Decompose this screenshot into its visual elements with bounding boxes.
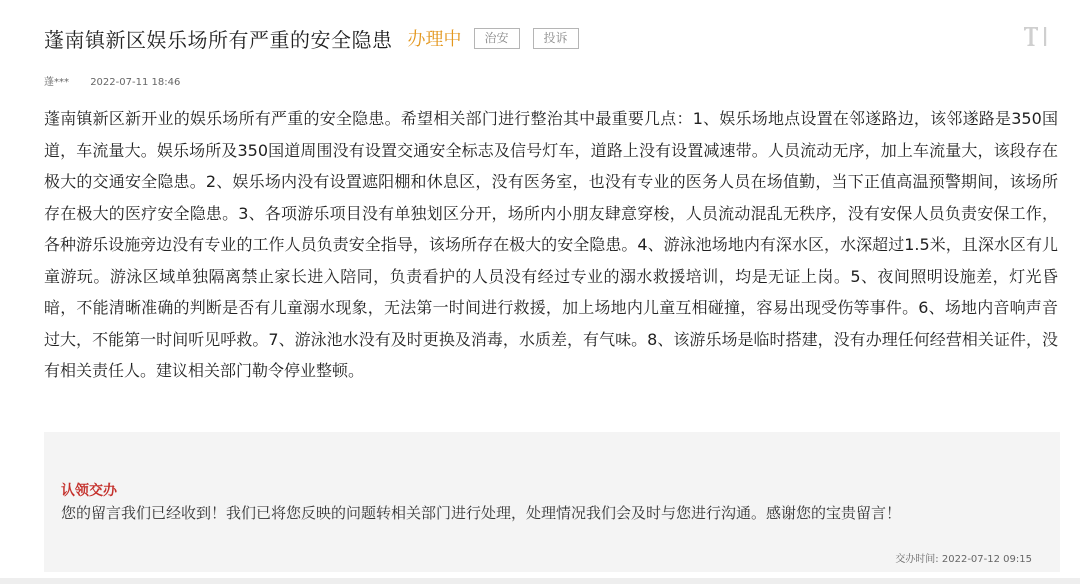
reply-text: 您的留言我们已经收到！我们已将您反映的问题转相关部门进行处理，处理情况我们会及时与您进行沟通。感谢您的宝贵留言！ — [61, 504, 902, 522]
author-name: 蓬*** — [44, 77, 69, 88]
post-date: 2022-07-11 18:46 — [90, 77, 181, 88]
font-size-icon[interactable] — [1022, 23, 1052, 49]
post-title: 蓬南镇新区娱乐场所有严重的安全隐患 — [44, 27, 393, 52]
page-bottom-edge — [0, 578, 1080, 584]
reply-label: 认领交办 — [61, 483, 117, 499]
status-badge: 办理中 — [407, 29, 462, 50]
post-header — [44, 22, 1052, 54]
reply-time-label: 交办时间: — [895, 554, 942, 565]
tag-category-complaint[interactable]: 投诉 — [533, 28, 579, 49]
tag-category-security[interactable]: 治安 — [474, 28, 520, 49]
post-meta — [44, 73, 180, 88]
reply-time-value: 2022-07-12 09:15 — [941, 554, 1032, 565]
reply-time — [895, 550, 1032, 565]
font-size-icon-glyph — [1022, 23, 1052, 49]
post-body: 蓬南镇新区新开业的娱乐场所有严重的安全隐患。希望相关部门进行整治其中最重要几点：1、娱乐场地点设置在邻遂路边，该邻遂路是350国道，车流量大。娱乐场所及350国道周围没有设置交通安全标志及信号灯车，道路上没有设置减速带。人员流动无序，加上车流量大，该段存在极大的交通安全隐患。2、娱乐场内没有设置遮阳棚和休息区，没有医务室，也没有专业的医务人员在场值勤，当下正值高温预警期间，该场所存在极大的医疗安全隐患。3、各项游乐项目没有单独划区分开，场所内小朋友肆意穿梭，人员流动混乱无秩序，没有安保人员负责安保工作，各种游乐设施旁边没有专业的工作人员负责安全指导，该场所存在极大的安全隐患。4、游泳池场地内有深水区，水深超过1.5米，且深水区有儿童游玩。游泳区域单独隔离禁止家长进入陪同，负责看护的人员没有经过专业的溺水救援培训，均是无证上岗。5、夜间照明设施差，灯光昏暗，不能清晰准确的判断是否有儿童溺水现象，无法第一时间进行救援，加上场地内儿童互相碰撞，容易出现受伤等事件。6、场地内音响声音过大，不能第一时间听见呼救。7、游泳池水没有及时更换及消毒，水质差，有气味。8、该游乐场是临时搭建，没有办理任何经营相关证件，没有相关责任人。建议相关部门勒令停业整顿。 — [44, 109, 1058, 380]
reply-panel — [44, 432, 1060, 572]
